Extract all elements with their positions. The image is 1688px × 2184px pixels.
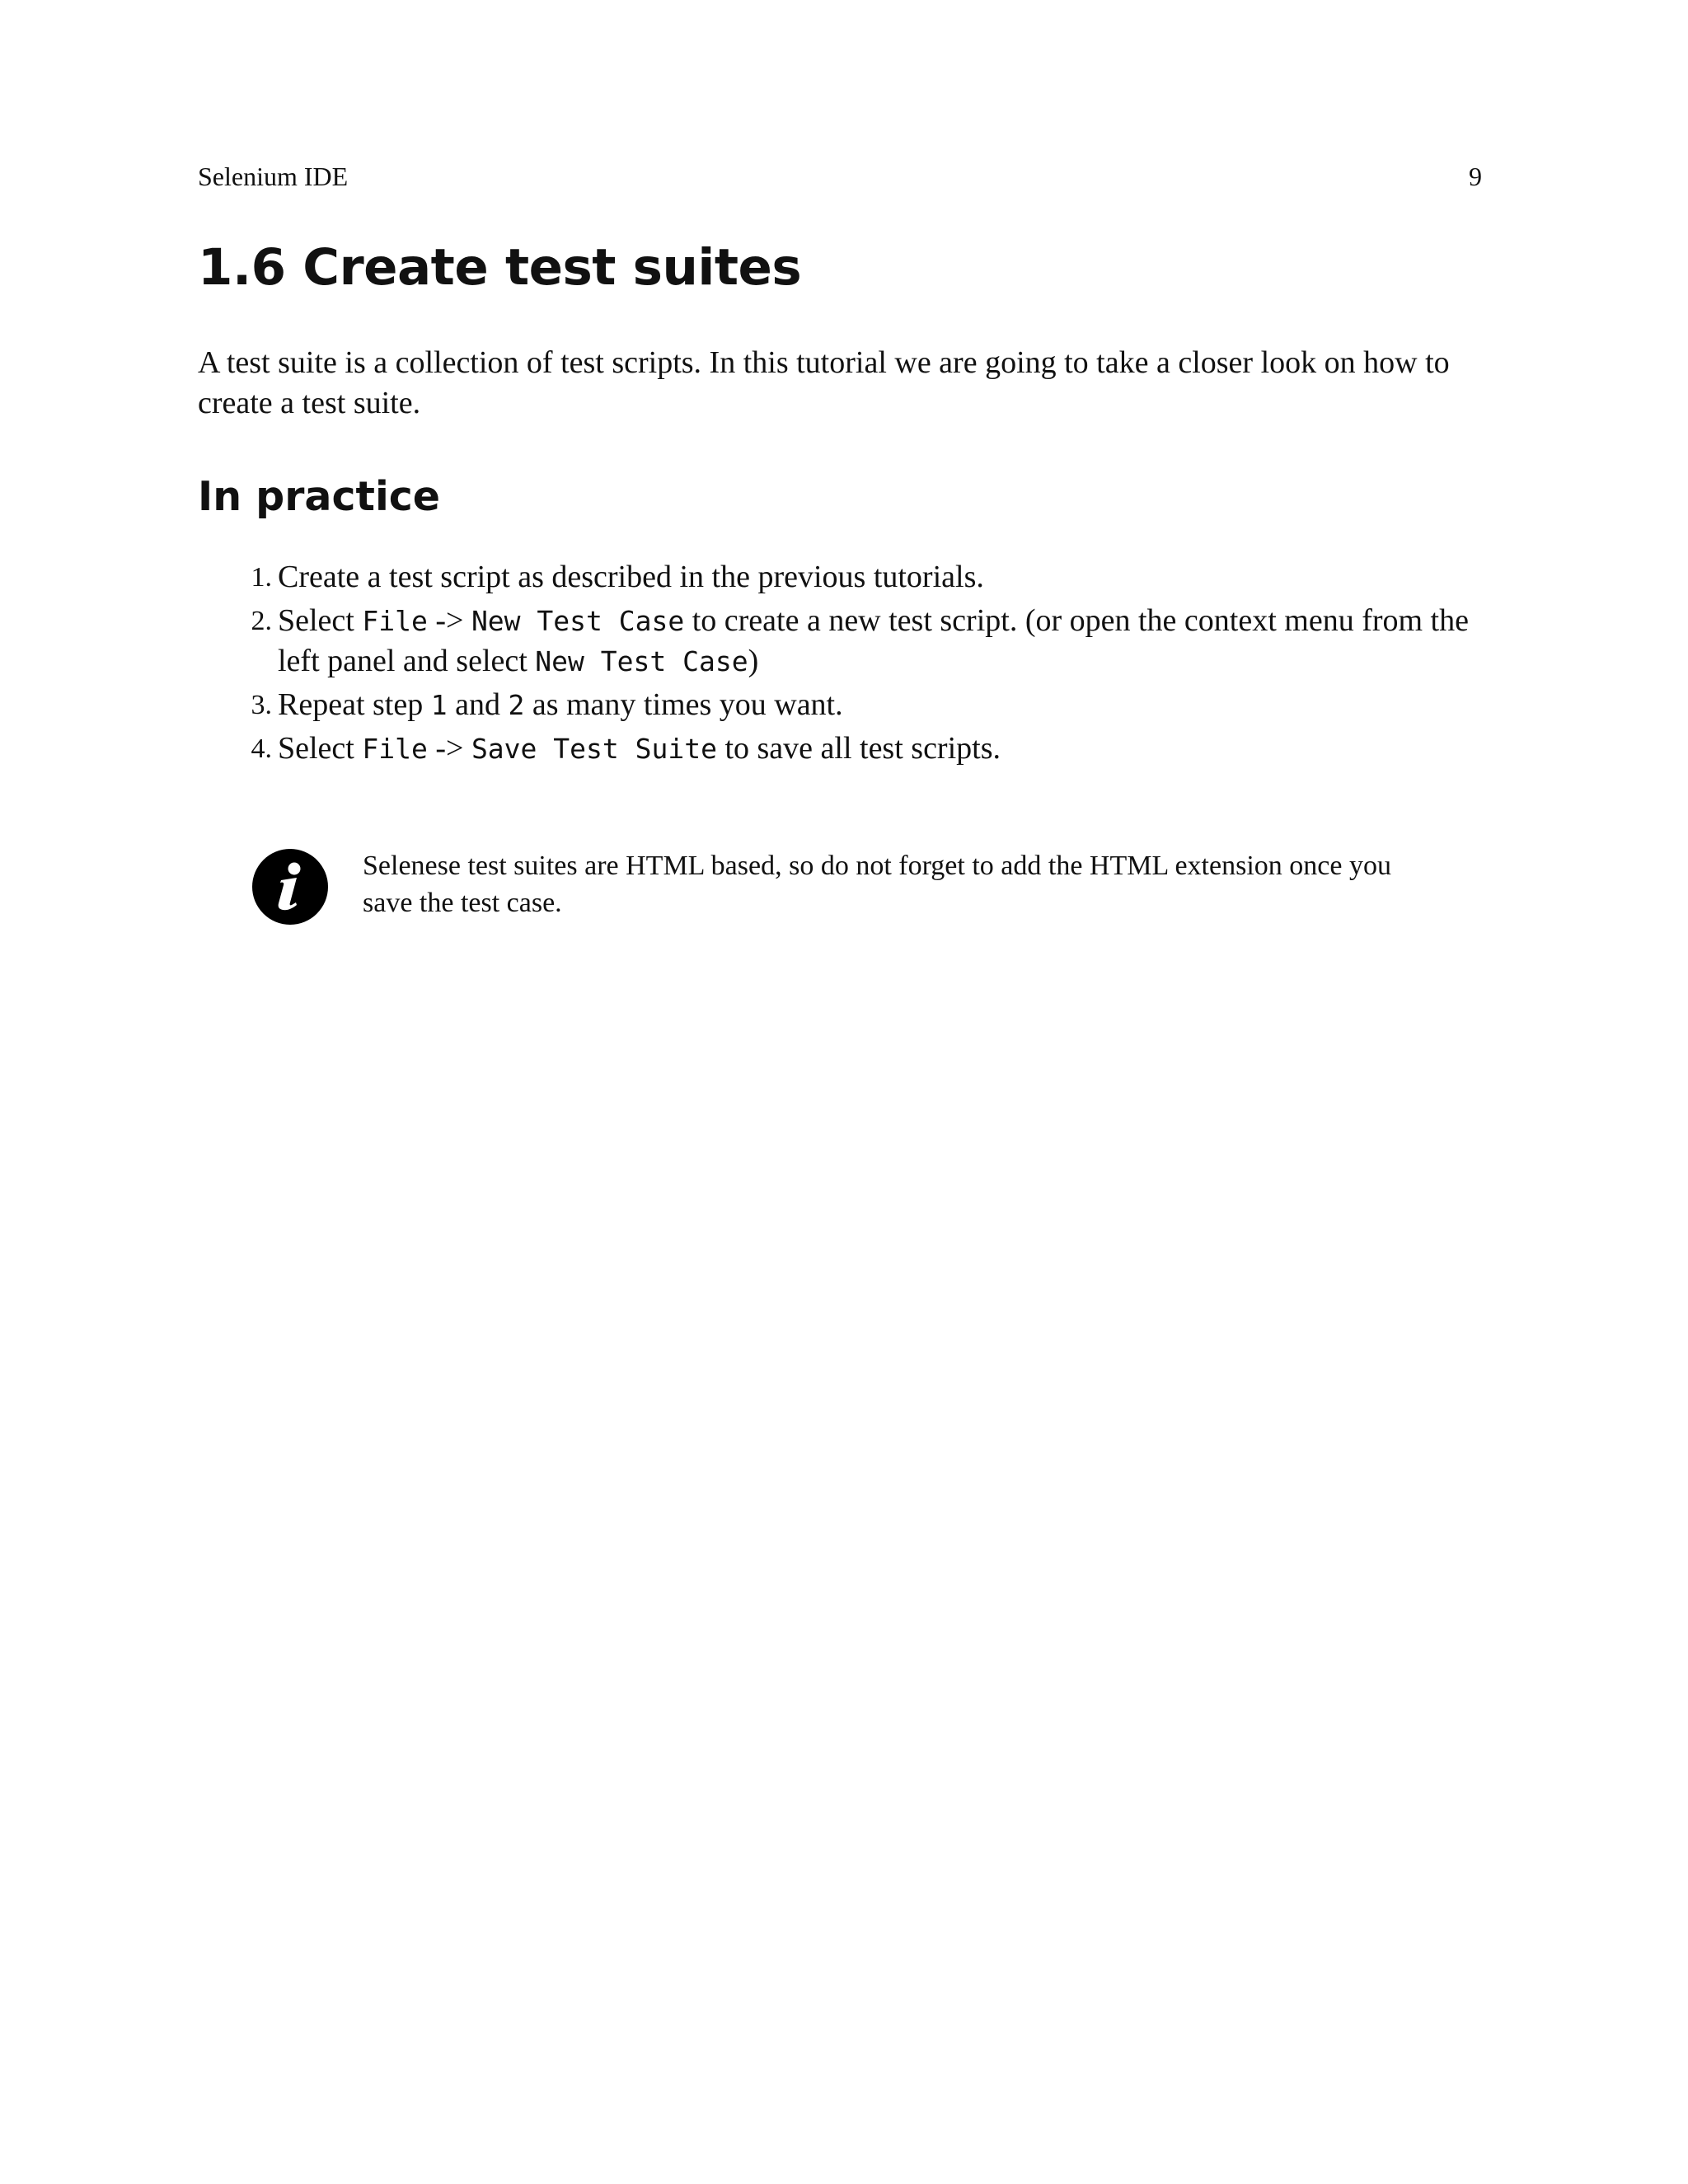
- list-item: [198, 685, 1484, 725]
- intro-paragraph: A test suite is a collection of test scripts. In this tutorial we are going to take a closer look on how to create a test suite.: [198, 345, 1450, 420]
- list-item-number: 1.: [251, 562, 272, 593]
- inline-code: New Test Case: [471, 605, 685, 637]
- info-icon: [252, 849, 328, 925]
- list-item-text: and: [447, 687, 509, 722]
- info-note: [252, 849, 1472, 925]
- list-item-text: Repeat step: [278, 687, 431, 722]
- list-item-number: 2.: [251, 606, 272, 636]
- inline-code: 1: [430, 689, 448, 721]
- list-item-text: to save all test scripts.: [716, 731, 1001, 766]
- list-item-text: ->: [427, 731, 471, 766]
- list-item: [198, 601, 1484, 682]
- inline-code: File: [362, 733, 428, 765]
- running-header: [198, 160, 1482, 193]
- inline-code: File: [362, 605, 428, 637]
- inline-code: New Test Case: [535, 645, 748, 677]
- list-item: [198, 557, 1484, 598]
- list-item-number: 3.: [251, 690, 272, 720]
- inline-code: 2: [508, 689, 525, 721]
- practice-heading: In practice: [198, 473, 441, 520]
- list-item-text: Select: [278, 603, 363, 638]
- list-item-text: to create a new test script. (or open the context menu from the left panel and select: [278, 603, 1469, 678]
- inline-code: Save Test Suite: [471, 733, 717, 765]
- list-item-number: 4.: [251, 733, 272, 764]
- list-item-text: Create a test script as described in the previous tutorials.: [278, 560, 984, 594]
- list-item-text: Select: [278, 731, 363, 766]
- list-item: [198, 729, 1484, 769]
- list-item-text: as many times you want.: [524, 687, 843, 722]
- page-number: 9: [1469, 162, 1482, 191]
- section-title: 1.6 Create test suites: [198, 238, 802, 297]
- book-title: Selenium IDE: [198, 162, 349, 191]
- info-note-text: Selenese test suites are HTML based, so do not forget to add the HTML extension once you save the test case.: [363, 851, 1391, 918]
- steps-list: [198, 557, 1484, 772]
- list-item-text: ): [748, 644, 759, 678]
- list-item-text: ->: [427, 603, 471, 638]
